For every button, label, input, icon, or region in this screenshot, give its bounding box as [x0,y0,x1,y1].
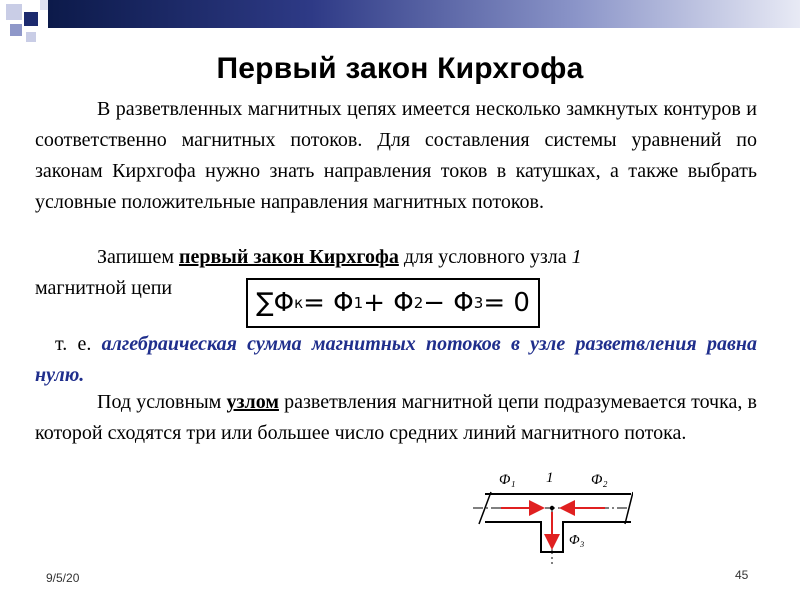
formula-eq0: = 0 [483,288,530,318]
header-bar [48,0,800,28]
law-text-line2: магнитной цепи [35,277,173,299]
core-outline [485,494,631,552]
node-def-before: Под условным [97,391,227,413]
label-node: 1 [546,470,554,486]
label-flux-2: Φ₂ [591,472,608,488]
law-text-before: Запишем [97,246,179,268]
node-number: 1 [571,246,582,268]
meaning-text: алгебраическая сумма магнитных потоков в узле разветвления равна нулю. [35,333,757,386]
node-term: узлом [226,391,279,413]
formula-minus: − Φ [423,288,474,318]
deco-square [24,12,38,26]
label-flux-3: Φ₃ [569,533,585,548]
paragraph-intro-text: В разветвленных магнитных цепях имеется несколько замкнутых контуров и соответственно магнитных потоков. Для составления системы уравнений по законам Кирхгофа нужно знать направления токов в катушках, а также выбрать условные положительные направления магнитных потоков. [35,98,757,213]
slide-title: Первый закон Кирхгофа [216,52,584,85]
label-flux-1: Φ₁ [499,472,516,488]
deco-square [26,32,36,42]
deco-square [6,4,22,20]
law-text-after: для условного узла [398,246,572,268]
page-number: 45 [735,568,749,582]
formula-sub-1: 1 [353,294,364,312]
formula-sum: ∑Φ [256,288,295,318]
paragraph-node-def [35,387,757,449]
formula-sub-2: 2 [413,294,424,312]
meaning-prefix: т. е. [55,333,102,355]
footer-date: 9/5/20 [46,571,80,585]
node-diagram [463,468,633,568]
paragraph-intro [35,94,757,218]
formula-eq1: = Φ [303,288,354,318]
node-point [550,506,554,510]
formula-sub-k: к [294,294,304,312]
deco-square [10,24,22,36]
node-def-after: разветвления магнитной цепи подразумевается точка, в которой сходятся три или большее число средних линий магнитного потока. [35,391,757,444]
formula-sub-3: 3 [473,294,484,312]
formula-box [246,278,540,328]
law-term: первый закон Кирхгофа [178,246,399,268]
formula-plus: + Φ [363,288,414,318]
paragraph-meaning [35,329,757,391]
